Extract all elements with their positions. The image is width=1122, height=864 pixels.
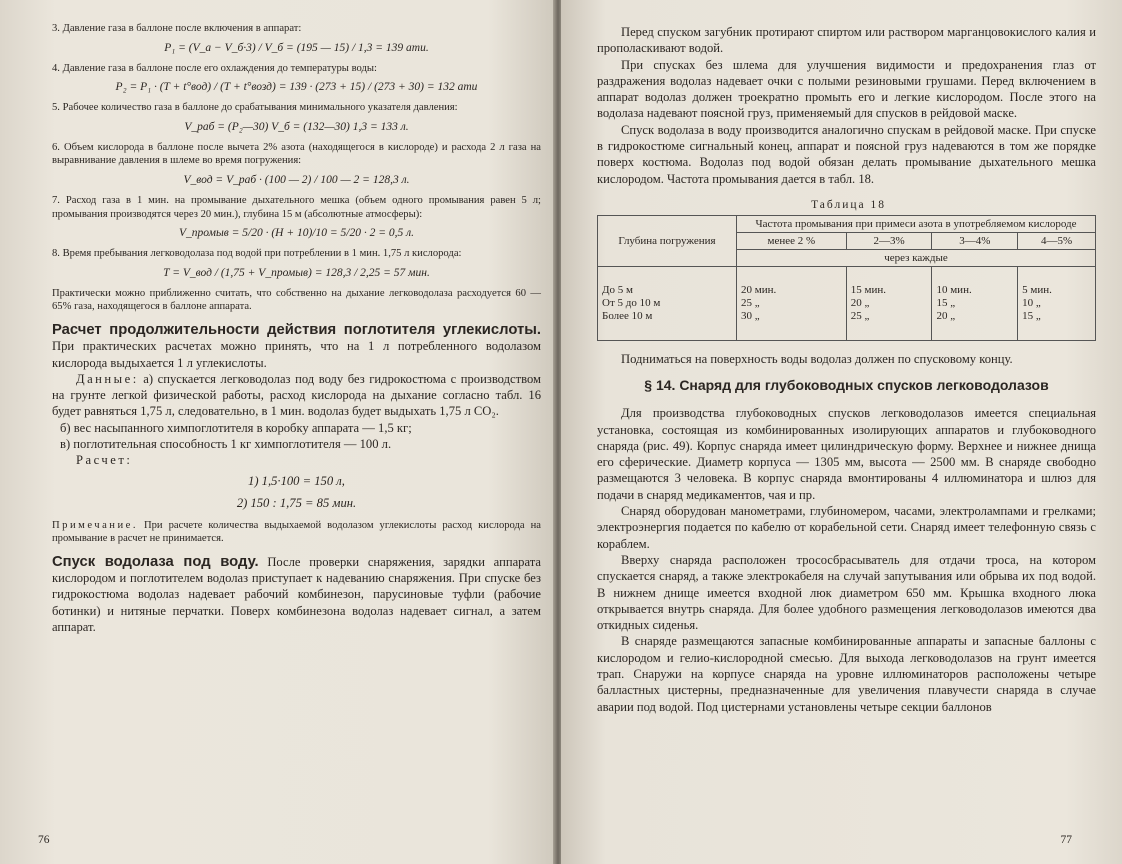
data-c: в) поглотительная способность 1 кг химпоглотителя — 100 л. bbox=[60, 437, 392, 452]
cell: 20 „ bbox=[936, 309, 956, 322]
descent-heading: Спуск водолаза под воду. bbox=[52, 553, 259, 570]
item-7-text: 7. Расход газа в 1 мин. на промывание дыхательного мешка (объем одного промывания равен 5 л; промывания производятся через 20 мин.), глубина 15 м (абсолютные атмосферы): bbox=[52, 194, 541, 220]
right-para-5: Для производства глубоководных спусков легководолазов имеется специальная установка, состоящая из комбинированных изолирующих аппаратов и глубоководного снаряда (рис. 49). Корпус снаряда имеет цилиндрическую форму. Верхнее и нижнее днища его сферические. Диаметр корпуса — 1305 мм, высота — 2500 мм. В снаряде свободно размещаются 3 человека. В корпус снаряда вмонтированы 4 иллюминатора и шлюз для подачи в снаряд медикаментов, чая и пр. bbox=[597, 406, 1096, 502]
calc-1: 1) 1,5·100 = 150 л, bbox=[248, 473, 345, 488]
left-page bbox=[0, 0, 555, 864]
data-a-text: а) спускается легководолаз под воду без гидрокостюма с производством на грунте легкой физической работы, расход кислорода на дыхание согласно табл. 16 будет равняться 1,75 л, следовательно, в 1 мин. водолаз будет выдыхать 1,75 л CO₂. bbox=[52, 371, 541, 419]
cell: 30 „ bbox=[741, 309, 760, 322]
table-row bbox=[598, 266, 1096, 340]
right-para-1: Перед спуском загубник протирают спиртом или раствором марганцовокислого калия и прополаскивают водой. bbox=[597, 25, 1096, 56]
cell: 20 мин. bbox=[741, 283, 777, 296]
depth-3: Более 10 м bbox=[602, 309, 653, 322]
calc-note-text: При расчете количества выдыхаемой водолазом углекислоты расход кислорода на промывание в расчет не принимается. bbox=[52, 519, 541, 545]
cell: 15 мин. bbox=[850, 283, 887, 296]
depth-1: До 5 м bbox=[602, 283, 633, 296]
subheader-2: 2—3% bbox=[846, 232, 932, 249]
formula-4: P₂ = P₁ · (T + t°вод) / (T + t°возд) = 139 · (273 + 15) / (273 + 30) = 132 ати bbox=[115, 81, 478, 94]
descent-text: После проверки снаряжения, зарядки аппарата кислородом и поглотителем водолаз приступает к надеванию снаряжения. При спуске без гидрокостюма водолаз надевает рабочий комбинезон, парусиновые туфли (рабочие ботинки) и нитяные перчатки. Поверх комбинезона водолаз надевает сигнал, а затем аппарат. bbox=[52, 554, 541, 634]
data-b: б) вес насыпанного химпоглотителя в коробку аппарата — 1,5 кг; bbox=[60, 420, 412, 435]
flush-frequency-table bbox=[597, 215, 1096, 341]
table-caption: Таблица 18 bbox=[811, 198, 886, 211]
cell: 25 „ bbox=[741, 296, 760, 309]
subheader-1: менее 2 % bbox=[737, 232, 847, 249]
col-2-3 bbox=[846, 266, 932, 340]
right-para-3: Спуск водолаза в воду производится аналогично спускам в рейдовой маске. При спуске в гидрокостюме сигнальный конец, аппарат и поясной груз надеваются в том же порядке поверх костюма. Водолаз под водой обязан делать промывание дыхательного мешка кислородом. Частота промывания дается в табл. 18. bbox=[597, 122, 1096, 186]
cell: 10 „ bbox=[1022, 296, 1041, 309]
page-number-right: 77 bbox=[1060, 834, 1072, 846]
descent-paragraph bbox=[52, 554, 541, 635]
subheader-3: 3—4% bbox=[932, 232, 1018, 249]
table-header-row bbox=[598, 215, 1096, 232]
formula-6: V_вод = V_раб · (100 — 2) / 100 — 2 = 128,3 л. bbox=[183, 173, 410, 186]
right-para-7: Вверху снаряда расположен трососбрасыватель для отдачи троса, на котором спускается снаряд, а также электрокабеля на случай запутывания или обрыва их под водой. В нижнем днище имеется входной люк диаметром 650 мм. Крышка входного люка открывается внутрь снаряда. Для более удобного размещения легководолазов имеются два откидных сиденья. bbox=[597, 552, 1096, 633]
right-para-8: В снаряде размещаются запасные комбинированные аппараты и запасные баллоны с кислородом и гелио-кислородной смесью. Для выхода легководолазов на грунт имеется трап. Снаружи на корпусе снаряда на уровне иллюминаторов расположены четыре балластных цистерны, предназначенные для увеличения плавучести снаряда в случае аварии под водой. Под цистернами установлены четыре секции баллонов bbox=[597, 634, 1096, 714]
practical-note: Практически можно приближенно считать, что собственно на дыхание легководолаза расходуется 60 — 65% газа, находящегося в баллоне аппарата. bbox=[52, 287, 541, 313]
calc-2: 2) 150 : 1,75 = 85 мин. bbox=[236, 495, 357, 510]
item-4-text: 4. Давление газа в баллоне после его охлаждения до температуры воды: bbox=[52, 62, 377, 74]
absorber-heading: Расчет продолжительности действия поглотителя углекислоты. bbox=[52, 321, 541, 338]
cell: 25 „ bbox=[850, 309, 870, 322]
right-page bbox=[561, 0, 1122, 864]
data-label: Данные: bbox=[76, 371, 139, 386]
data-a bbox=[52, 371, 541, 420]
depth-column bbox=[598, 266, 737, 340]
formula-5: V_раб = (P₂—30) V_б = (132—30) 1,3 = 133 л. bbox=[184, 120, 409, 133]
section-title: § 14. Снаряд для глубоководных спусков легководолазов bbox=[644, 377, 1049, 394]
group-header: Частота промывания при примеси азота в употребляемом кислороде bbox=[737, 215, 1096, 232]
absorber-paragraph bbox=[52, 322, 541, 371]
calc-label: Расчет: bbox=[76, 453, 133, 468]
right-para-6: Снаряд оборудован манометрами, глубиномером, часами, электролампами и грелками; электроэнергия подается по кабелю от корабельной сети. Снаряд имеет телефонную связь с кораблем. bbox=[597, 504, 1096, 551]
right-para-2: При спусках без шлема для улучшения видимости и предохранения глаз от раздражения водолаз надевает очки с полыми резиновыми грушами. Перед включением в аппарат водолаз должен троекратно промыть его и легкие кислородом. После этого на водолаза надевают поясной груз, применяемый для спусков в рейдовой маске. bbox=[597, 57, 1096, 121]
calc-note bbox=[52, 519, 541, 546]
cell: 5 мин. bbox=[1022, 283, 1052, 296]
col-3-4 bbox=[932, 266, 1018, 340]
cell: 20 „ bbox=[850, 296, 870, 309]
item-5-text: 5. Рабочее количество газа в баллоне до срабатывания минимального указателя давления: bbox=[52, 102, 458, 114]
depth-2: От 5 до 10 м bbox=[602, 296, 661, 309]
cell: 15 „ bbox=[936, 296, 956, 309]
depth-header: Глубина погружения bbox=[598, 215, 737, 266]
formula-8: T = V_вод / (1,75 + V_промыв) = 128,3 / 2,25 = 57 мин. bbox=[163, 266, 430, 279]
item-8-text: 8. Время пребывания легководолаза под водой при потреблении в 1 мин. 1,75 л кислорода: bbox=[52, 248, 462, 260]
page-number-left: 76 bbox=[38, 834, 50, 846]
through-label: через каждые bbox=[737, 249, 1096, 266]
formula-3: P₁ = (V_a − V_б·3) / V_б = (195 — 15) / 1,3 = 139 ати. bbox=[164, 41, 429, 54]
calc-note-label: Примечание. bbox=[52, 519, 138, 531]
col-less-2 bbox=[737, 266, 847, 340]
item-3-text: 3. Давление газа в баллоне после включения в аппарат: bbox=[52, 23, 302, 34]
right-para-4: Подниматься на поверхность воды водолаз должен по спусковому концу. bbox=[621, 351, 1013, 366]
formula-7: V_промыв = 5/20 · (H + 10)/10 = 5/20 · 2 = 0,5 л. bbox=[179, 227, 414, 240]
col-4-5 bbox=[1018, 266, 1096, 340]
cell: 15 „ bbox=[1022, 309, 1041, 322]
absorber-text: При практических расчетах можно принять, что на 1 л потребленного водолазом кислорода выдыхается 1 л углекислоты. bbox=[52, 339, 541, 370]
subheader-4: 4—5% bbox=[1018, 232, 1096, 249]
cell: 10 мин. bbox=[936, 283, 972, 296]
item-6-text: 6. Объем кислорода в баллоне после вычета 2% азота (находящегося в кислороде) и расхода 2 л газа на выравнивание давления в шлеме во время погружения: bbox=[52, 141, 541, 167]
